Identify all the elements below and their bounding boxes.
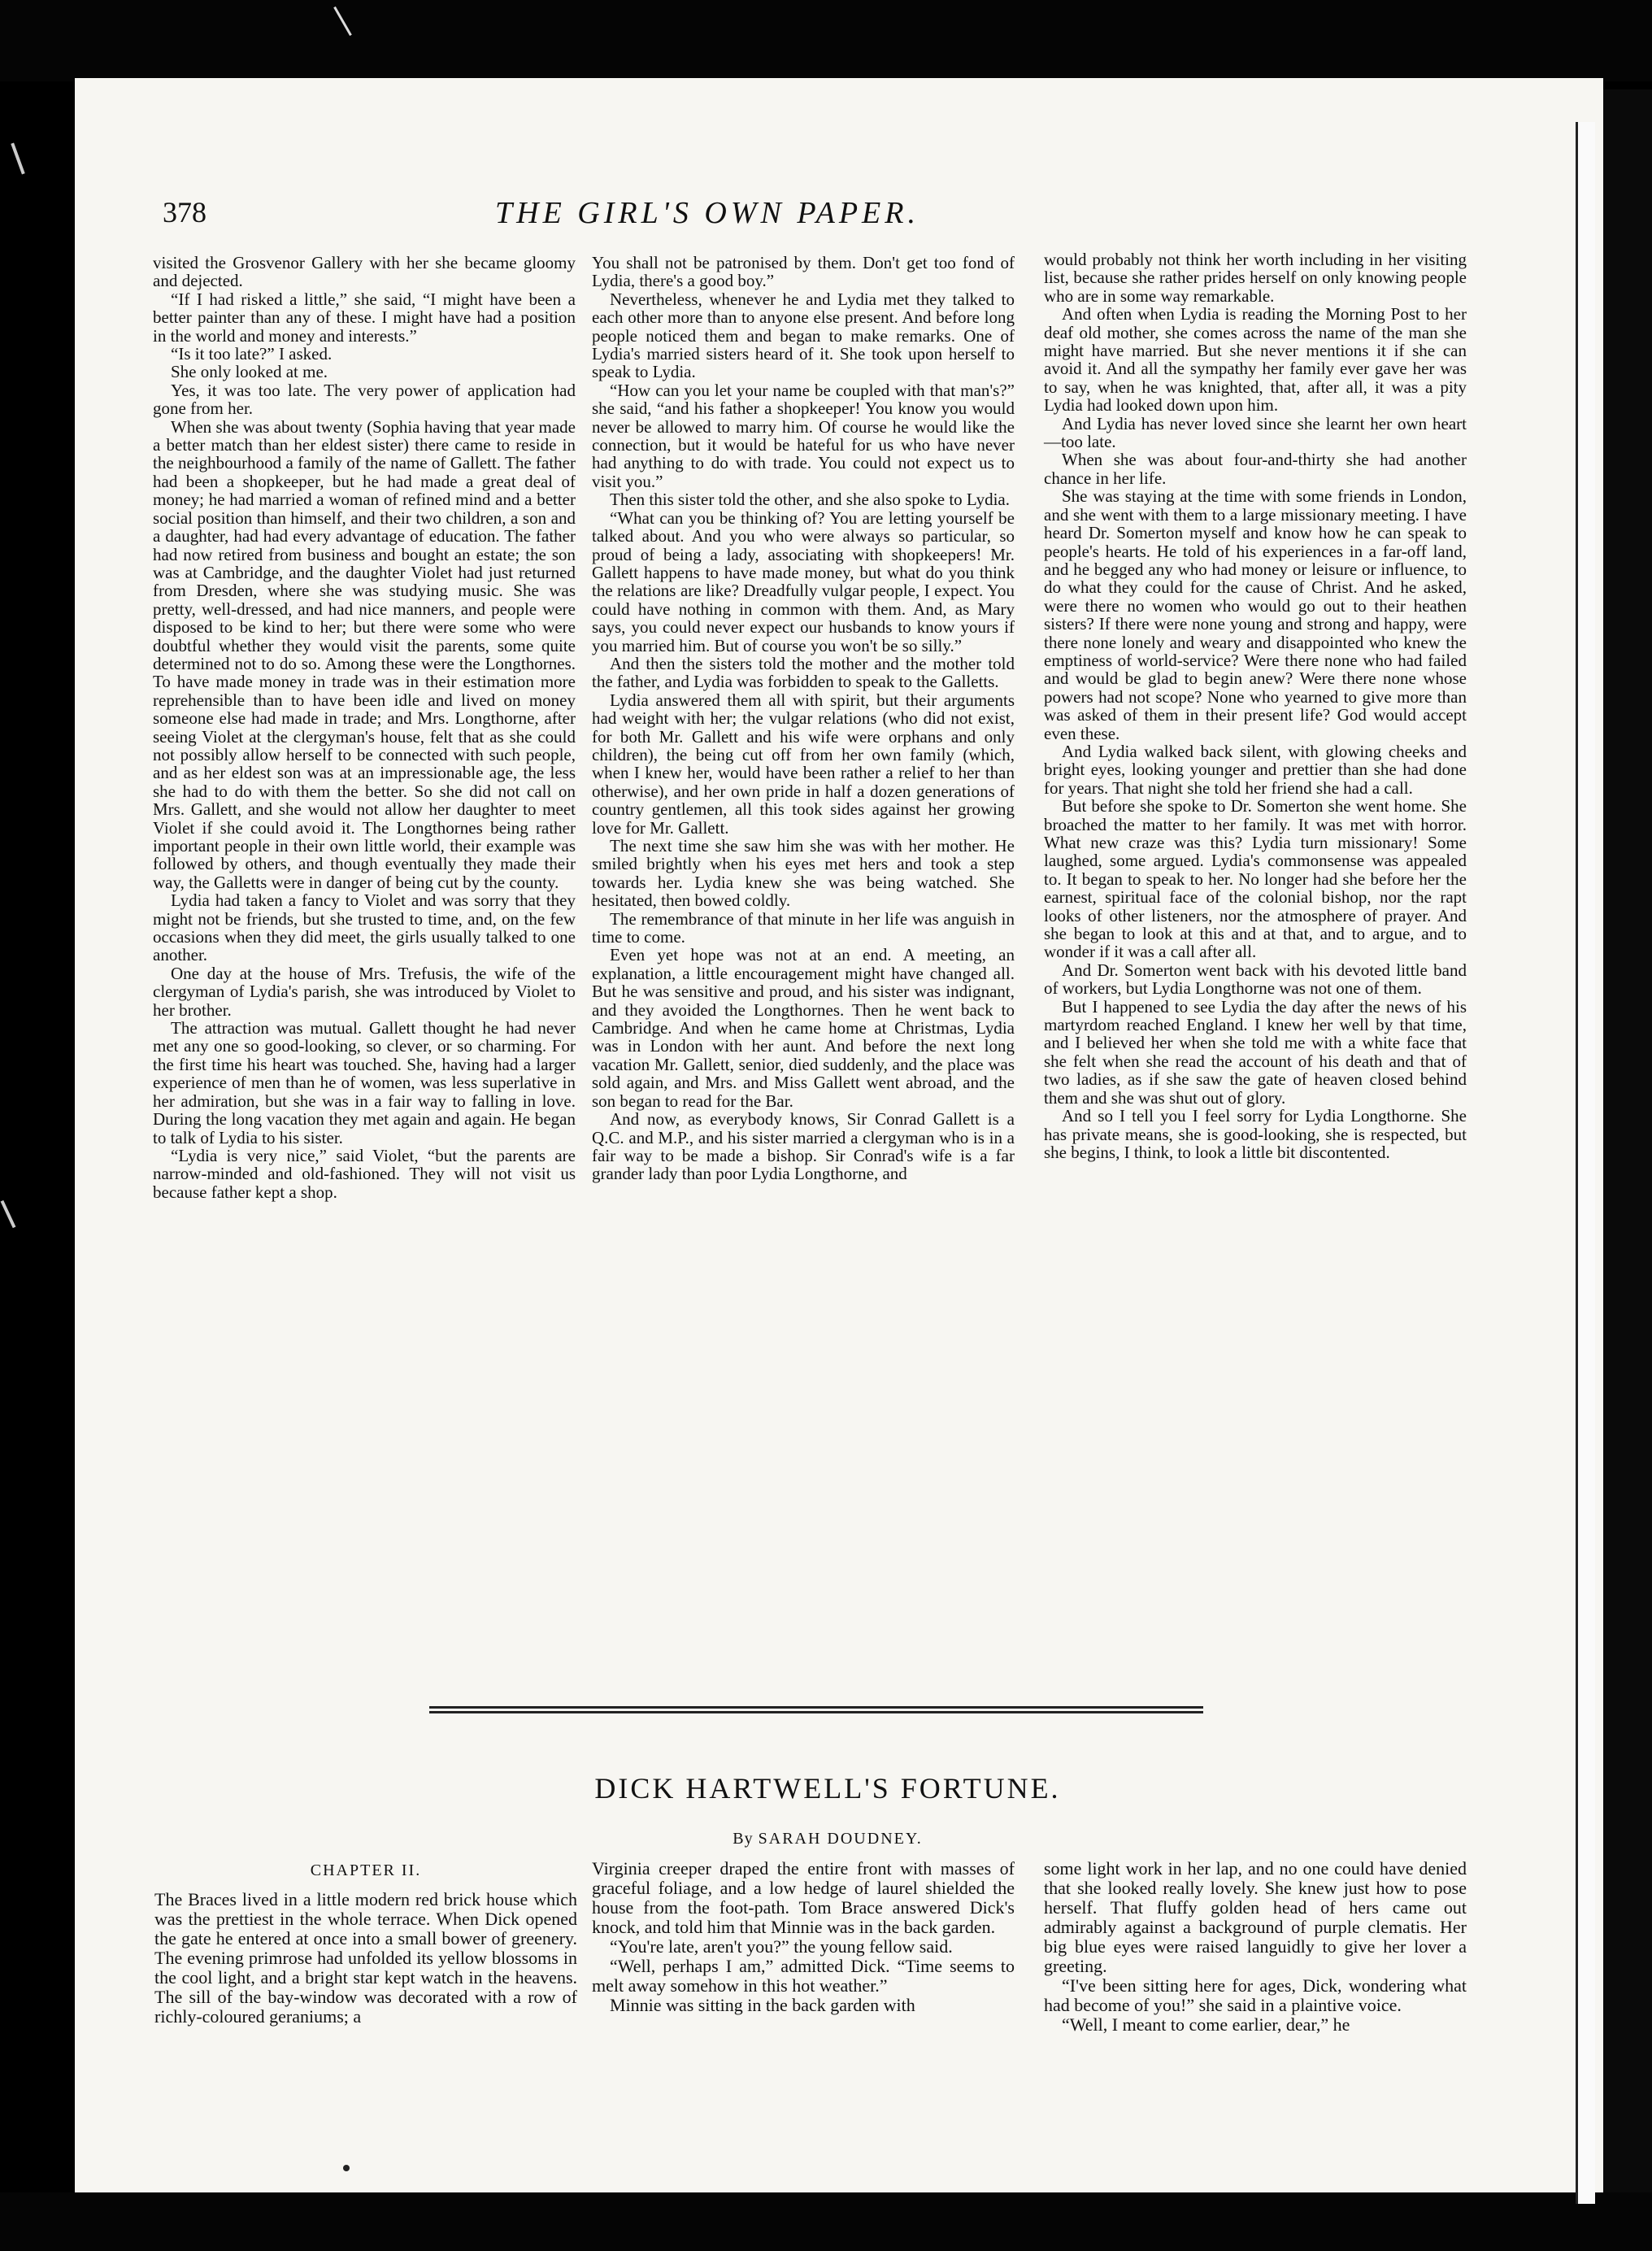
scan-border-top xyxy=(0,0,1652,81)
paragraph: And Lydia has never loved since she learnt her own heart—too late. xyxy=(1044,413,1467,452)
paragraph: “You're late, aren't you?” the young fellow said. xyxy=(610,1936,953,1957)
paragraph: “I've been sitting here for ages, Dick, wondering what had become of you!” she said in a plaintive voice. xyxy=(1044,1975,1467,2015)
paragraph: Virginia creeper draped the entire front with masses of graceful foliage, and a low hedge of laurel shielded the house from the foot-path. Tom Brace answered Dick's knock, and told him that Minnie was in the back garden. xyxy=(592,1858,1015,1937)
byline xyxy=(153,1830,1502,1848)
paragraph: Nevertheless, whenever he and Lydia met they talked to each other more than to anyone else present. And before long people noticed them and began to make remarks. One of Lydia's married sisters heard of it. She took upon herself to speak to Lydia. xyxy=(592,289,1015,382)
paragraph: would probably not think her worth including in her visiting list, because she rather prides herself on only knowing people who are in some way remarkable. xyxy=(1044,250,1467,306)
story-one-column-1 xyxy=(153,254,576,1201)
paragraph: visited the Grosvenor Gallery with her she became gloomy and dejected. xyxy=(153,253,576,291)
paragraph: And often when Lydia is reading the Morning Post to her deaf old mother, she comes across the name of the man she might have married. But she never mentions it if she can avoid it. And all the sympathy her family ever gave her was to say, when he was knighted, that, after all, it was a pity Lydia had looked down upon him. xyxy=(1044,304,1467,416)
paragraph: She only looked at me. xyxy=(171,362,328,382)
paragraph: Then this sister told the other, and she also spoke to Lydia. xyxy=(610,490,1010,510)
paragraph: The remembrance of that minute in her life was anguish in time to come. xyxy=(592,908,1015,947)
chapter-heading: CHAPTER II. xyxy=(310,1861,422,1879)
paragraph: Minnie was sitting in the back garden with xyxy=(610,1995,915,2015)
paragraph: And then the sisters told the mother and the mother told the father, and Lydia was forbidden to speak to the Galletts. xyxy=(592,653,1015,692)
paragraph: “How can you let your name be coupled with that man's?” she said, “and his father a shopkeeper! You know you would never be allowed to marry him. Of course he would like the connection, but it would be hateful for us who have never had anything to do with trade. You could not expect us to visit you.” xyxy=(592,380,1015,491)
story-title: DICK HARTWELL'S FORTUNE. xyxy=(594,1772,1061,1805)
paragraph: She was staying at the time with some friends in London, and she went with them to a large missionary meeting. I have heard Dr. Somerton myself and know how he can speak to people's hearts. He told of his experiences in a far-off land, and he begged any who had money or leisure or influence, to do what they could for the cause of Christ. And he asked, were there no women who would go out to their heathen sisters? If there were none young and strong and happy, were there none lonely and weary and disappointed who knew the emptiness of world-service? Were there none who had failed and would be glad to begin anew? Were there none whose powers had not scope? None who yearned to give more than was asked of them in their present life? God would accept even these. xyxy=(1044,486,1467,743)
paragraph: And Lydia walked back silent, with glowing cheeks and bright eyes, looking younger and prettier than she had done for years. That night she told her friend she had a call. xyxy=(1044,741,1467,798)
paragraph: some light work in her lap, and no one could have denied that she looked really lovely. She knew just how to pose herself. That fluffy golden head of hers came out admirably against a background of purple clematis. Her big blue eyes were raised languidly to give her lover a greeting. xyxy=(1044,1858,1467,1976)
paragraph: Lydia had taken a fancy to Violet and was sorry that they might not be friends, but she trusted to time, and, on the few occasions when they did meet, the girls usually talked to one another. xyxy=(153,890,576,965)
paragraph: And Dr. Somerton went back with his devoted little band of workers, but Lydia Longthorne was not one of them. xyxy=(1044,960,1467,999)
scan-artifact xyxy=(1,1200,16,1228)
story-two-column-1 xyxy=(154,1861,577,2027)
paragraph: The attraction was mutual. Gallett thought he had never met any one so good-looking, so clever, or so charming. For the first time his heart was touched. She, having had a larger experience of men than he of women, was less superlative in her admiration, but she was in a fair way to falling in love. During the long vacation they met again and again. He began to talk of Lydia to his sister. xyxy=(153,1018,576,1147)
paragraph: “If I had risked a little,” she said, “I might have been a better painter than any of these. I might have had a position in the world and money and interests.” xyxy=(153,289,576,346)
story-two-column-2 xyxy=(592,1859,1015,2015)
paragraph: But before she spoke to Dr. Somerton she went home. She broached the matter to her family. It was met with horror. What new craze was this? Lydia turn missionary! Some laughed, some argued. Lydia's commonsense was appealed to. It began to speak to her. No longer had she before her the earnest, spiritual face of the colonial bishop, nor the rapt looks of other listeners, nor the atmosphere of prayer. And she began to look at this and at that, and to argue, and to wonder if it was a call after all. xyxy=(1044,796,1467,962)
story-two-column-3 xyxy=(1044,1859,1467,2035)
paragraph: When she was about four-and-thirty she had another chance in her life. xyxy=(1044,450,1467,488)
story-one-column-3 xyxy=(1044,250,1467,1161)
paragraph: “Lydia is very nice,” said Violet, “but the parents are narrow-minded and old-fashioned. They will not visit us because father kept a shop. xyxy=(153,1145,576,1202)
paragraph: “Well, I meant to come earlier, dear,” he xyxy=(1062,2014,1350,2035)
paragraph: The next time she saw him she was with her mother. He smiled brightly when his eyes met hers and took a step towards her. Lydia knew she was being watched. She hesitated, then bowed coldly. xyxy=(592,836,1015,911)
paragraph: Lydia answered them all with spirit, but their arguments had weight with her; the vulgar relations (who did not exist, for both Mr. Gallett and his wife were orphans and only children), the being cut off from her own family (which, when I knew her, would have been rather a relief to her than otherwise), and her own pride in half a dozen generations of country gentlemen, all this took sides against her growing love for Mr. Gallett. xyxy=(592,690,1015,838)
adjacent-page-edge xyxy=(1576,122,1595,2204)
paragraph: Yes, it was too late. The very power of application had gone from her. xyxy=(153,380,576,419)
paragraph: You shall not be patronised by them. Don't get too fond of Lydia, there's a good boy.” xyxy=(592,253,1015,291)
scan-artifact xyxy=(11,143,24,175)
paragraph: “What can you be thinking of? You are letting yourself be talked about. And you who were always so particular, so proud of being a lady, associating with shopkeepers! Mr. Gallett happens to have made money, but what do you think the relations are like? Dreadfully vulgar people, I expect. You could have nothing in common with them. And, as Mary says, you could never expect our husbands to know yours if you married him. But of course you won't be so silly.” xyxy=(592,507,1015,655)
story-one-column-2 xyxy=(592,254,1015,1183)
paragraph: When she was about twenty (Sophia having that year made a better match than her eldest sister) there came to reside in the neighbourhood a family of the name of Gallett. The father had been a shopkeeper, but he had made a great deal of money; he had married a woman of refined mind and a better social position than himself, and their two children, a son and a daughter, had had every advantage of education. The father had now retired from business and bought an estate; the son was at Cambridge, and the daughter Violet had just returned from Dresden, where she was studying music. She was pretty, well-dressed, and had nice manners, and people were disposed to be kind to her; but there were some who were doubtful whether they would visit the parents, some quite determined not to do so. Among these were the Longthornes. To have made money in trade was in their estimation more reprehensible than to have been idle and lived on money someone else had made in trade; and Mrs. Longthorne, after seeing Violet at the clergyman's house, felt that as she could not possibly allow herself to be connected with such people, and as her eldest son was at an impressionable age, the less she had to do with them the better. So she did not call on Mrs. Gallett, and she would not allow her daughter to meet Violet if she could avoid it. The Longthornes being rather important people in their own little world, their example was followed by others, and though eventually they made their way, the Galletts were in danger of being cut by the county. xyxy=(153,416,576,892)
byline-prefix: By xyxy=(733,1830,754,1848)
paragraph: “Well, perhaps I am,” admitted Dick. “Time seems to melt away somehow in this hot weather.” xyxy=(592,1956,1015,1996)
section-divider xyxy=(429,1706,1203,1718)
paragraph: But I happened to see Lydia the day after the news of his martyrdom reached England. I knew her well by that time, and I believed her when she told me with a white face that she felt when she read the account of his death and that of two ladies, as if she saw the gate of heaven closed behind them and she was shut out of glory. xyxy=(1044,996,1467,1108)
paragraph: And so I tell you I feel sorry for Lydia Longthorne. She has private means, she is good-looking, she is respected, but she begins, I think, to look a little bit discontented. xyxy=(1044,1106,1467,1162)
paragraph: One day at the house of Mrs. Trefusis, the wife of the clergyman of Lydia's parish, she was introduced by Violet to her brother. xyxy=(153,963,576,1020)
page-number: 378 xyxy=(163,196,206,229)
scan-speck xyxy=(343,2165,350,2171)
paragraph: And now, as everybody knows, Sir Conrad Gallett is a Q.C. and M.P., and his sister married a clergyman who is in a fair way to be made a bishop. Sir Conrad's wife is a far grander lady than poor Lydia Longthorne, and xyxy=(592,1109,1015,1184)
scan-border-bottom xyxy=(0,2192,1652,2251)
byline-author: SARAH DOUDNEY. xyxy=(758,1830,923,1848)
paragraph: Even yet hope was not at an end. A meeting, an explanation, a little encouragement might have changed all. But he was sensitive and proud, and his sister was indignant, and they avoided the Longthornes. Then he went back to Cambridge. And when he came home at Christmas, Lydia was in London with her aunt. And before the next long vacation Mr. Gallett, senior, died suddenly, and the place was sold again, and Mrs. and Miss Gallett went abroad, and the son began to read for the Bar. xyxy=(592,945,1015,1111)
journal-title: THE GIRL'S OWN PAPER. xyxy=(495,196,919,230)
paragraph: The Braces lived in a little modern red brick house which was the prettiest in the whole terrace. When Dick opened the gate he entered at once into a small bower of greenery. The evening primrose had unfolded its yellow blossoms in the cool light, and a bright star kept watch in the heavens. The sill of the bay-window was decorated with a row of richly-coloured geraniums; a xyxy=(154,1889,577,2027)
paragraph: “Is it too late?” I asked. xyxy=(171,344,333,364)
page-header xyxy=(163,195,1528,244)
